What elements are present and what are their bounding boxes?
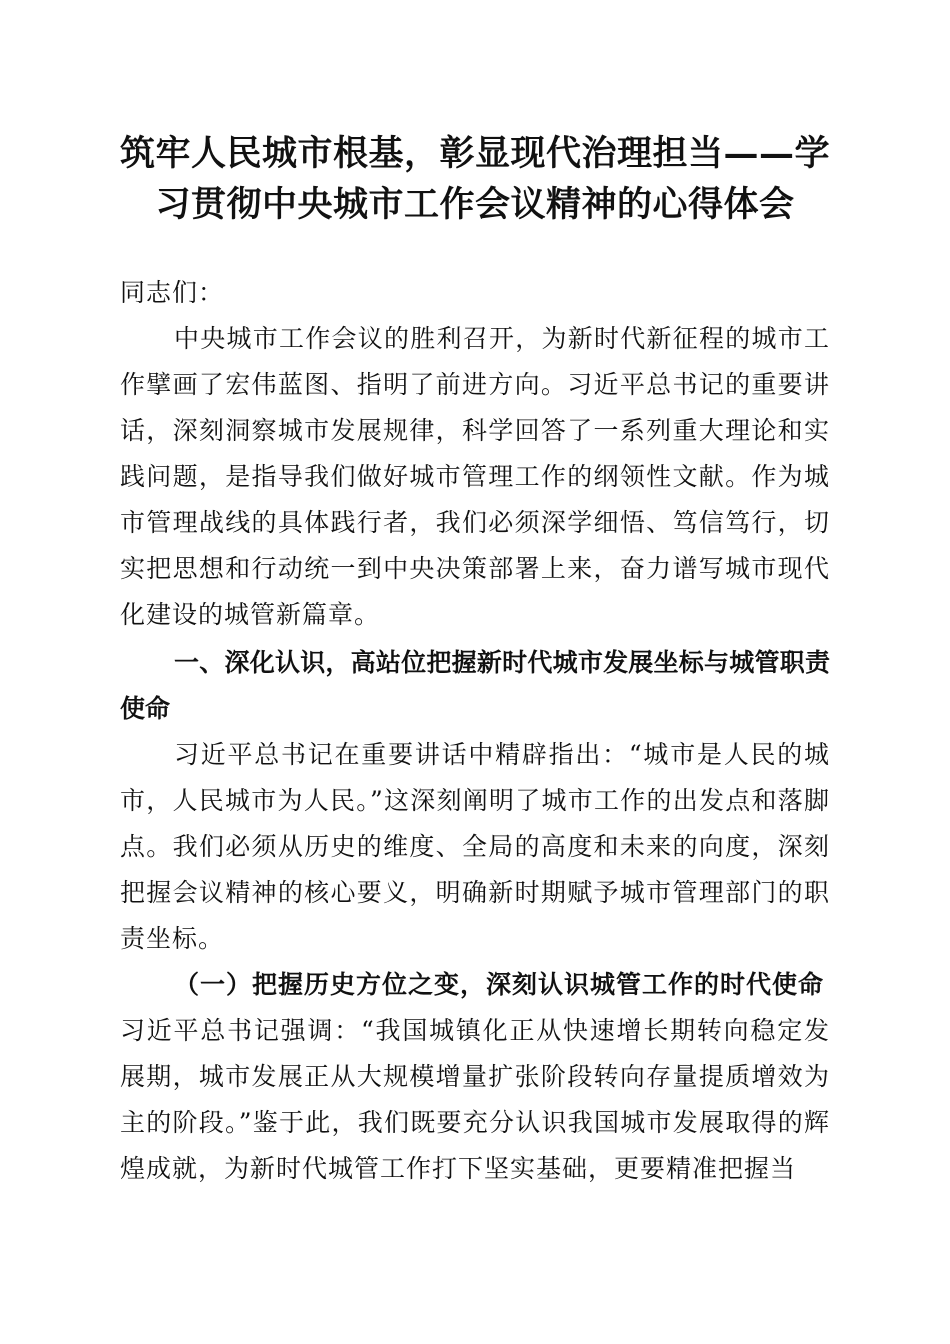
document-page bbox=[120, 128, 830, 1192]
paragraph-subsection-1: 习近平总书记强调：“我国城镇化正从快速增长期转向稳定发展期，城市发展正从大规模增量扩张阶段转向存量提质增效为主的阶段。”鉴于此，我们既要充分认识我国城市发展取得的辉煌成就，为新时代城管工作打下坚实基础，更要精准把握当 bbox=[120, 1016, 830, 1183]
section-heading-1: 一、深化认识，高站位把握新时代城市发展坐标与城管职责使命 bbox=[120, 648, 830, 723]
paragraph-intro: 中央城市工作会议的胜利召开，为新时代新征程的城市工作擘画了宏伟蓝图、指明了前进方向。习近平总书记的重要讲话，深刻洞察城市发展规律，科学回答了一系列重大理论和实践问题，是指导我们做好城市管理工作的纲领性文献。作为城市管理战线的具体践行者，我们必须深学细悟、笃信笃行，切实把思想和行动统一到中央决策部署上来，奋力谱写城市现代化建设的城管新篇章。 bbox=[120, 324, 830, 629]
subsection-heading-1: （一）把握历史方位之变，深刻认识城管工作的时代使命 bbox=[174, 970, 825, 999]
salutation: 同志们： bbox=[120, 278, 225, 307]
paragraph-section-1: 习近平总书记在重要讲话中精辟指出：“城市是人民的城市，人民城市为人民。”这深刻阐明了城市工作的出发点和落脚点。我们必须从历史的维度、全局的高度和未来的向度，深刻把握会议精神的核心要义，明确新时期赋予城市管理部门的职责坐标。 bbox=[120, 740, 830, 953]
document-title: 筑牢人民城市根基，彰显现代治理担当——学习贯彻中央城市工作会议精神的心得体会 bbox=[120, 133, 831, 225]
